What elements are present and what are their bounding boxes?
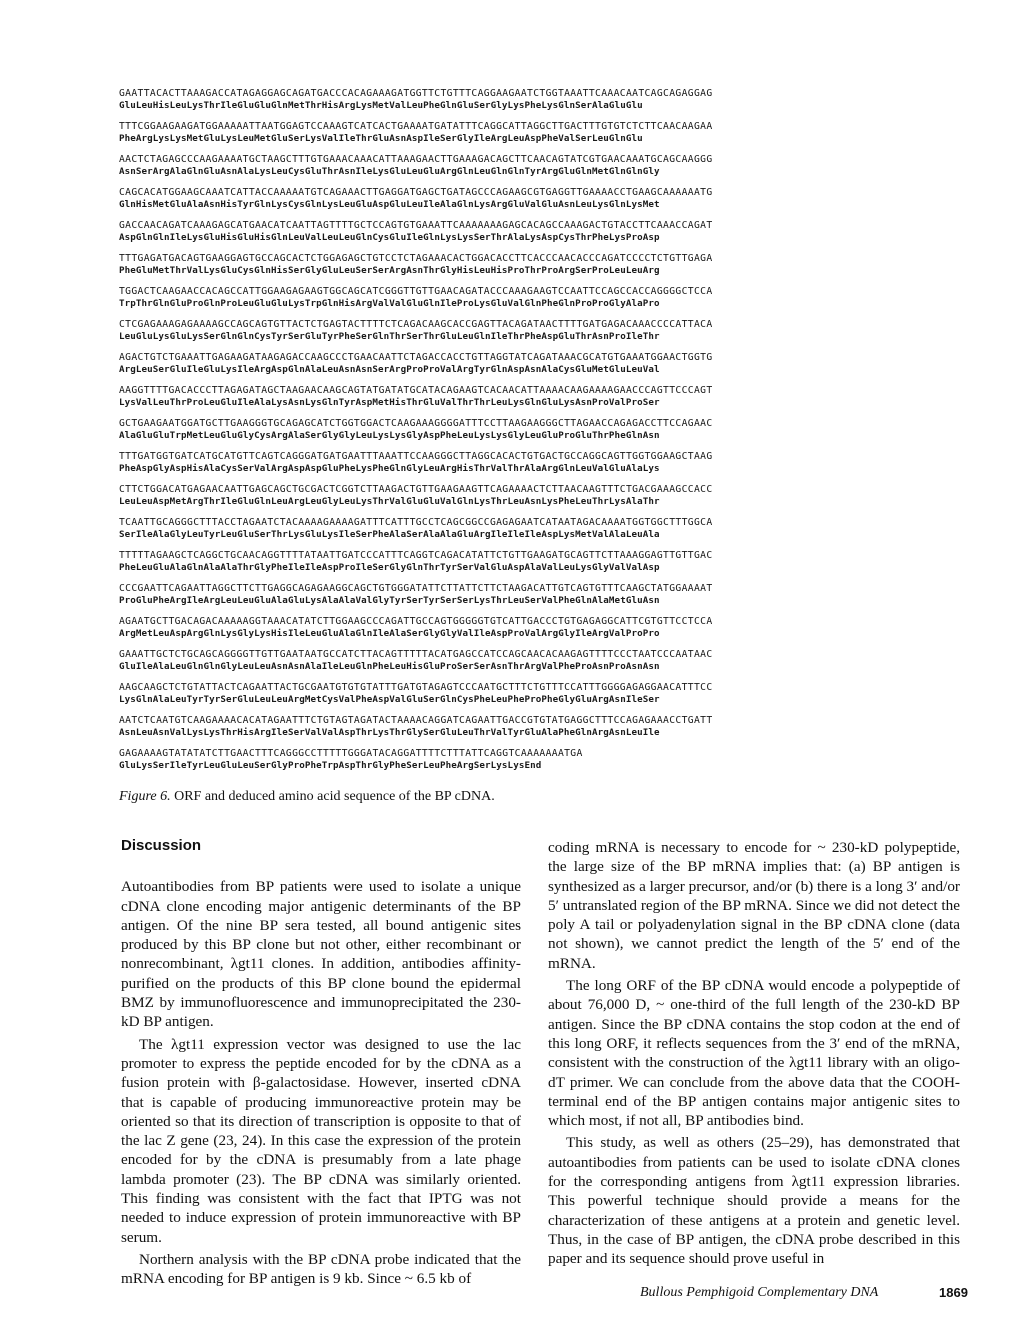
amino-acid-line: ArgMetLeuAspArgGlnLysGlyLysHisIleLeuGluAlaGlnIleAlaSerGlyGlyValIleAspProValArgGlyIleArgValProPro	[119, 627, 660, 639]
nucleotide-line: CCCGAATTCAGAATTAGGCTTCTTGAGGCAGAGAAGGCAGCTGTGGGATATTCTTATTCTTCTAAGACATTGTCAGTGTTTCAAGCTATGGAAAAT	[119, 583, 713, 594]
figure-caption-text: ORF and deduced amino acid sequence of the BP cDNA.	[170, 789, 495, 804]
sequence-row	[119, 715, 979, 738]
sequence-row	[119, 748, 979, 771]
amino-acid-line: LysGlnAlaLeuTyrTyrSerGluLeuLeuArgMetCysValPheAspValGluSerGlnCysPheLeuPheProPheGlyGluArgAsnIleSer	[119, 693, 660, 705]
sequence-row	[119, 484, 979, 507]
sequence-row	[119, 517, 979, 540]
amino-acid-line: PheAspGlyAspHisAlaCysSerValArgAspAspGluPheLysPheGlnGlyLeuArgHisThrValThrAlaArgGlnLeuValGluAlaLys	[119, 462, 660, 474]
sequence-row	[119, 121, 979, 144]
nucleotide-line: TTTGATGGTGATCATGCATGTTCAGTCAGGGATGATGAATTTAAATTCCAAGGGCTTAGGCACACTGTGACTGCCAGGCAGTTGGTGGAAGCTAAG	[119, 451, 713, 462]
nucleotide-line: TTTCGGAAGAAGATGGAAAAATTAATGGAGTCCAAAGTCATCACTGAAAATGATATTTCAGGCATTAGGCTTGACTTTGTGTCTCTTCAACAAGAA	[119, 121, 713, 132]
amino-acid-line: AspGlnGlnIleLysGluHisGluHisGlnLeuValLeuLeuGlnCysGluIleGlnLysLysSerThrAlaLysAspCysThrPheLysProAsp	[119, 231, 660, 243]
nucleotide-line: CTTCTGGACATGAGAACAATTGAGCAGCTGCGACTCGGTCTTAAGACTGTTGAAGAAGTTCAGAAAACTCTTAACAAGTTTCTGACGAAAGCCACC	[119, 484, 713, 495]
amino-acid-line: GluIleAlaLeuGlnGlnGlyLeuLeuAsnAsnAlaIleLeuGlnPheLeuHisGluProSerSerAsnThrArgValPheProAsnProAsnAsn	[119, 660, 660, 672]
sequence-row	[119, 220, 979, 243]
nucleotide-line: TTTGAGATGACAGTGAAGGAGTGCCAGCACTCTGGAGAGCTGTCCTCTAGAAACACTGGACACCTTCACCCAACACCCAGATCCCCTCTGTTGAGA	[119, 253, 713, 264]
nucleotide-line: GAATTACACTTAAAGACCATAGAGGAGCAGATGACCCACAGAAAGATGGTTCTGTTTCAGGAAGAATCTGGTAAATTCAAACAATCAGCAGAGGAG	[119, 88, 713, 99]
nucleotide-line: AATCTCAATGTCAAGAAAACACATAGAATTTCTGTAGTAGATACTAAAACAGGATCAGAATTGACCGTGTATGAGGCTTTCCAGAGAAACCTGATT	[119, 715, 713, 726]
paragraph: Autoantibodies from BP patients were used to isolate a unique cDNA clone encoding major antigenic determinants of the BP antigen. Of the nine BP sera tested, all bound antigenic sites produced by this BP clone but not other, either recombinant or nonrecombinant, λgt11 clones. In addition, antibodies affinity-purified on the products of this BP clone bound the epidermal BMZ by immunofluorescence and immunoprecipitated the 230-kD BP antigen.	[121, 878, 521, 1031]
paragraph: The long ORF of the BP cDNA would encode a polypeptide of about 76,000 D, ~ one-third of the full length of the 230-kD BP antigen. Since the BP cDNA contains the stop codon at the end of this long ORF, it reflects sequences from the 3′ end of the mRNA, consistent with the construction of the λgt11 library with an oligo-dT primer. We can conclude from the above data that the COOH-terminal end of the BP antigen contains major antigenic sites to which most, if not all, BP antibodies bind.	[548, 977, 960, 1130]
amino-acid-line: GlnHisMetGluAlaAsnHisTyrGlnLysCysGlnLysLeuGluAspGluLeuIleAlaGlnLysArgGluValGluAsnLeuLysGlnLysMet	[119, 198, 660, 210]
amino-acid-line: AsnLeuAsnValLysLysThrHisArgIleSerValValAspThrLysThrGlySerGluLeuThrValTyrGluAlaPheGlnArgAsnLeuIle	[119, 726, 660, 738]
nucleotide-line: CTCGAGAAAGAGAAAAGCCAGCAGTGTTACTCTGAGTACTTTTCTCAGACAAGCACCGAGTTACAGATAACTTTTGATGAGACAAACCCCATTACA	[119, 319, 713, 330]
running-title: Bullous Pemphigoid Complementary DNA	[640, 1285, 879, 1300]
paragraph: coding mRNA is necessary to encode for ~ 230-kD polypeptide, the large size of the BP mRNA implies that: (a) BP antigen is synthesized as a larger precursor, and/or (b) there is a long 3′ and/or 5′ untranslated region of the BP mRNA. Since we did not detect the poly A tail or polyadenylation signal in the BP cDNA clone (data not shown), we cannot predict the length of the 5′ end of the mRNA.	[548, 839, 960, 972]
nucleotide-line: AGAATGCTTGACAGACAAAAAGGTAAACATATCTTGGAAGCCCAGATTGCCAGTGGGGGTGTCATTGACCCTGTGAGAGGCATTCGTGTTCCTCCA	[119, 616, 713, 627]
sequence-row	[119, 187, 979, 210]
page-number: 1869	[939, 1285, 968, 1300]
paragraph: Northern analysis with the BP cDNA probe indicated that the mRNA encoding for BP antigen is 9 kb. Since ~ 6.5 kb of	[121, 1250, 521, 1288]
sequence-row	[119, 352, 979, 375]
paragraph: The λgt11 expression vector was designed to use the lac promoter to express the peptide encoded for by the cDNA as a fusion protein with β-galactosidase. However, inserted cDNA that is capable of producing immunoreactive protein may be oriented so that its direction of transcription is opposite to that of the lac Z gene (23, 24). In this case the expression of the protein encoded for by the cDNA is presumably from a late phage lambda promoter (23). The BP cDNA was similarly oriented. This finding was consistent with the fact that IPTG was not needed to induce expression of protein immunoreactive with BP serum.	[121, 1035, 521, 1246]
nucleotide-line: GACCAACAGATCAAAGAGCATGAACATCAATTAGTTTTGCTCCAGTGTGAAATTCAAAAAAAGAGCACAGCCAAAGACTGTACCTTCAAACCAGAT	[119, 220, 713, 231]
amino-acid-line: AlaGluGluTrpMetLeuGluGlyCysArgAlaSerGlyGlyLeuLysLysGlyAspPheLeuLysLysGlyLeuGluProGluThrPheGlnAsn	[119, 429, 660, 441]
amino-acid-line: PheLeuGluAlaGlnAlaAlaThrGlyPheIleIleAspProIleSerGlyGlnThrTyrSerValGluAspAlaValLeuLysGlyValValAsp	[119, 561, 660, 573]
sequence-row	[119, 286, 979, 309]
nucleotide-line: GCTGAAGAATGGATGCTTGAAGGGTGCAGAGCATCTGGTGGACTCAAGAAAGGGGATTTCCTTAAGAAGGGCTTAGAACCAGAGACCTTCCAGAAC	[119, 418, 713, 429]
left-column	[121, 836, 521, 1289]
amino-acid-line: GluLysSerIleTyrLeuGluLeuSerGlyProPheTrpAspThrGlyPheSerLeuPheArgSerLysLysEnd	[119, 759, 542, 771]
sequence-row	[119, 682, 979, 705]
nucleotide-line: AAGGTTTTGACACCCTTAGAGATAGCTAAGAACAAGCAGTATGATATGCATACAGAAGTCACAACATTAAAACAAGAAAAGAACCCAGTTCCCAGT	[119, 385, 713, 396]
amino-acid-line: LeuGluLysGluLysSerGlnGlnCysTyrSerGluTyrPheSerGlnThrSerThrGluLeuGlnIleThrPheAspGluThrAsnProIleThr	[119, 330, 660, 342]
amino-acid-line: PheArgLysLysMetGluLysLeuMetGluSerLysValIleThrGluAsnAspIleSerGlyIleArgLeuAspPheValSerLeuGlnGlu	[119, 132, 643, 144]
nucleotide-line: TCAATTGCAGGGCTTTACCTAGAATCTACAAAAGAAAAGATTTCATTTGCCTCAGCGGCCGAGAGAATCATAATAGACAAAATGGTGGCTTTGGCA	[119, 517, 713, 528]
sequence-row	[119, 583, 979, 606]
sequence-row	[119, 88, 979, 111]
paragraph: This study, as well as others (25–29), has demonstrated that autoantibodies from patients can be used to isolate cDNA clones for the corresponding antigens from λgt11 expression libraries. This powerful technique should provide a means for the characterization of these antigens at a protein and genetic level. Thus, in the case of BP antigen, the cDNA probe described in this paper and its sequence should prove useful in	[548, 1134, 960, 1268]
sequence-row	[119, 451, 979, 474]
amino-acid-line: GluLeuHisLeuLysThrIleGluGluGlnMetThrHisArgLysMetValLeuPheGlnGluSerGlyLysPheLysGlnSerAlaGluGlu	[119, 99, 643, 111]
sequence-row	[119, 616, 979, 639]
sequence-row	[119, 253, 979, 276]
sequence-row	[119, 385, 979, 408]
amino-acid-line: TrpThrGlnGluProGlnProLeuGluGluLysTrpGlnHisArgValValGluGlnIleProLysGluValGlnPheGlnProProGlyAlaPro	[119, 297, 660, 309]
nucleotide-line: AAGCAAGCTCTGTATTACTCAGAATTACTGCGAATGTGTGTATTTGATGTAGAGTCCCAATGCTTTCTGTTTCCATTTGGGGAGAGGAACATTTCC	[119, 682, 713, 693]
sequence-row	[119, 154, 979, 177]
amino-acid-line: LysValLeuThrProLeuGluIleAlaLysAsnLysGlnTyrAspMetHisThrGluValThrThrLeuLysGlnGluLysAsnProValProSer	[119, 396, 660, 408]
nucleotide-line: AGACTGTCTGAAATTGAGAAGATAAGAGACCAAGCCCTGAACAATTCTAGACCACCTGTTAGGTATCAGATAAACGCATGTGAAATGGAACTGGTG	[119, 352, 713, 363]
nucleotide-line: AACTCTAGAGCCCAAGAAAATGCTAAGCTTTGTGAAACAAACATTAAAGAACTTGAAAGACAGCTTCAACAGTATCGTGAACAAATGCAGCAAGGG	[119, 154, 713, 165]
nucleotide-line: GAGAAAAGTATATATCTTGAACTTTCAGGGCCTTTTTGGGATACAGGATTTTCTTTATTCAGGTCAAAAAAATGA	[119, 748, 583, 759]
nucleotide-line: TTTTTAGAAGCTCAGGCTGCAACAGGTTTTATAATTGATCCCATTTCAGGTCAGACATATTCTGTTGAAGATGCAGTTCTTAAAGGAGTTGTTGAC	[119, 550, 713, 561]
amino-acid-line: PheGluMetThrValLysGluCysGlnHisSerGlyGluLeuSerSerArgAsnThrGlyHisLeuHisProThrProArgSerProLeuLeuArg	[119, 264, 660, 276]
amino-acid-line: SerIleAlaGlyLeuTyrLeuGluSerThrLysGluLysIleSerPheAlaSerAlaAlaGluArgIleIleIleAspLysMetValAlaLeuAla	[119, 528, 660, 540]
nucleotide-line: CAGCACATGGAAGCAAATCATTACCAAAAATGTCAGAAACTTGAGGATGAGCTGATAGCCCAGAAGCGTGAGGTTGAAAACCTGAAGCAAAAAATG	[119, 187, 713, 198]
figure-label: Figure 6.	[119, 789, 171, 804]
right-column	[548, 838, 960, 1269]
sequence-row	[119, 319, 979, 342]
section-heading: Discussion	[121, 837, 202, 854]
figure-caption	[119, 789, 495, 805]
nucleotide-line: TGGACTCAAGAACCACAGCCATTGGAAGAGAAGTGGCAGCATCGGGTTGTTGAACAGATACCCAAAGAAGTCCAATTCCAGCCACCAGGGGCTCCA	[119, 286, 713, 297]
amino-acid-line: LeuLeuAspMetArgThrIleGluGlnLeuArgLeuGlyLeuLysThrValGluGluValGlnLysThrLeuAsnLysPheLeuThrLysAlaThr	[119, 495, 660, 507]
sequence-row	[119, 649, 979, 672]
amino-acid-line: ArgLeuSerGluIleGluLysIleArgAspGlnAlaLeuAsnAsnSerArgProProValArgTyrGlnAspAsnAlaCysGluMetGluLeuVal	[119, 363, 660, 375]
sequence-row	[119, 418, 979, 441]
amino-acid-line: AsnSerArgAlaGlnGluAsnAlaLysLeuCysGluThrAsnIleLysGluLeuGluArgGlnLeuGlnGlnTyrArgGluGlnMetGlnGlnGly	[119, 165, 660, 177]
nucleotide-line: GAAATTGCTCTGCAGCAGGGGTTGTTGAATAATGCCATCTTACAGTTTTTACATGAGCCATCCAGCAACACAAGAGTTTTCCCTAATCCCAATAAC	[119, 649, 713, 660]
sequence-row	[119, 550, 979, 573]
amino-acid-line: ProGluPheArgIleArgLeuLeuGluAlaGluLysAlaAlaValGlyTyrSerTyrSerSerLysThrLeuSerValPheGlnAlaMetGluAsn	[119, 594, 660, 606]
sequence-figure	[119, 88, 979, 781]
